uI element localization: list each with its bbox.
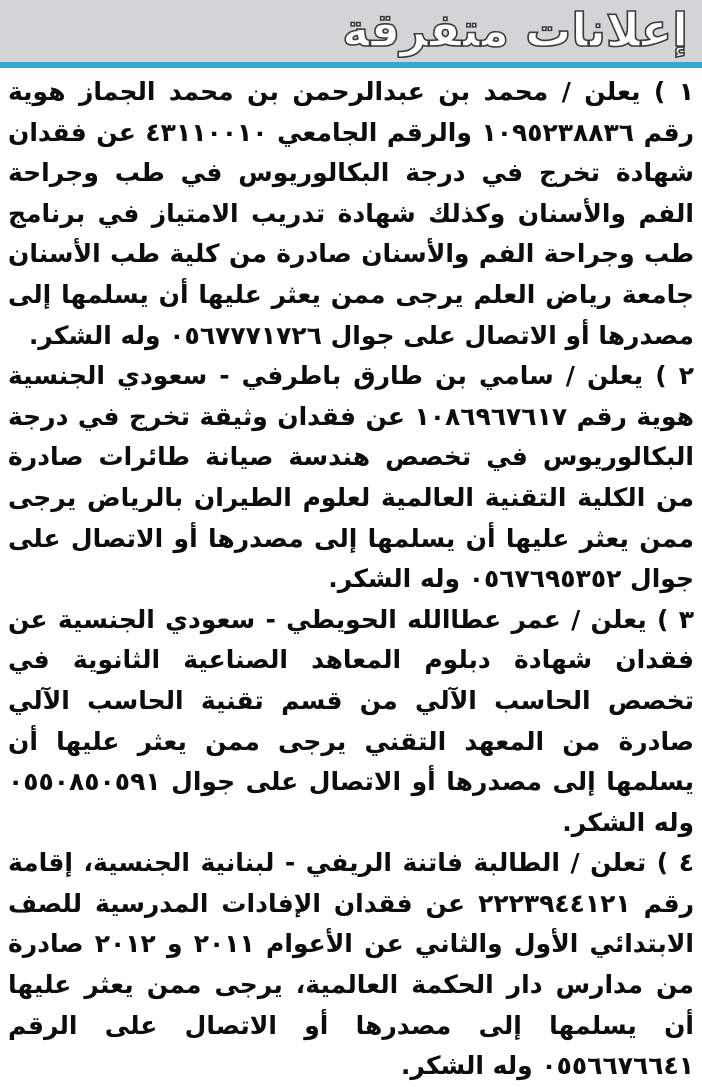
section-title: إعلانات متفرقة — [342, 3, 688, 57]
classifieds-list — [0, 68, 702, 1087]
classified-ad-1: ١ ) يعلن / محمد بن عبدالرحمن بن محمد الجماز هوية رقم ١٠٩٥٢٣٨٨٣٦ والرقم الجامعي ٤٣١١٠٠١٠ عن فقدان شهادة تخرج في درجة البكالوريوس في طب وجراحة الفم والأسنان وكذلك شهادة تدريب الامتياز في برنامج طب وجراحة الفم والأسنان صادرة من كلية طب الأسنان جامعة رياض العلم يرجى ممن يعثر عليها أن يسلمها إلى مصدرها أو الاتصال على جوال ٠٥٦٧٧٧١٧٢٦ وله الشكر. — [8, 77, 694, 350]
classified-ad-2: ٢ ) يعلن / سامي بن طارق باطرفي - سعودي الجنسية هوية رقم ١٠٨٦٩٦٧٦١٧ عن فقدان وثيقة تخرج في درجة البكالوريوس في تخصص هندسة صيانة طائرات صادرة من الكلية التقنية العالمية لعلوم الطيران بالرياض يرجى ممن يعثر عليها أن يسلمها إلى مصدرها أو الاتصال على جوال ٠٥٦٧٦٩٥٣٥٢ وله الشكر. — [8, 361, 694, 594]
classified-ad-3: ٣ ) يعلن / عمر عطاالله الحويطي - سعودي الجنسية عن فقدان شهادة دبلوم المعاهد الصناعية الثانوية في تخصص الحاسب الآلي من قسم تقنية الحاسب الآلي صادرة من المعهد التقني يرجى ممن يعثر عليها أن يسلمها إلى مصدرها أو الاتصال على جوال ٠٥٥٠٨٥٠٥٩١ وله الشكر. — [8, 604, 694, 837]
section-header — [0, 0, 702, 62]
classified-ad-4: ٤ ) تعلن / الطالبة فاتنة الريفي - لبنانية الجنسية، إقامة رقم ٢٢٢٣٩٤٤١٢١ عن فقدان الإفادات المدرسية للصف الابتدائي الأول والثاني عن الأعوام ٢٠١١ و ٢٠١٢ صادرة من مدارس دار الحكمة العالمية، يرجى ممن يعثر عليها أن يسلمها إلى مصدرها أو الاتصال على الرقم ٠٥٥٦٦٧٦٦٤١ وله الشكر. — [8, 848, 694, 1081]
